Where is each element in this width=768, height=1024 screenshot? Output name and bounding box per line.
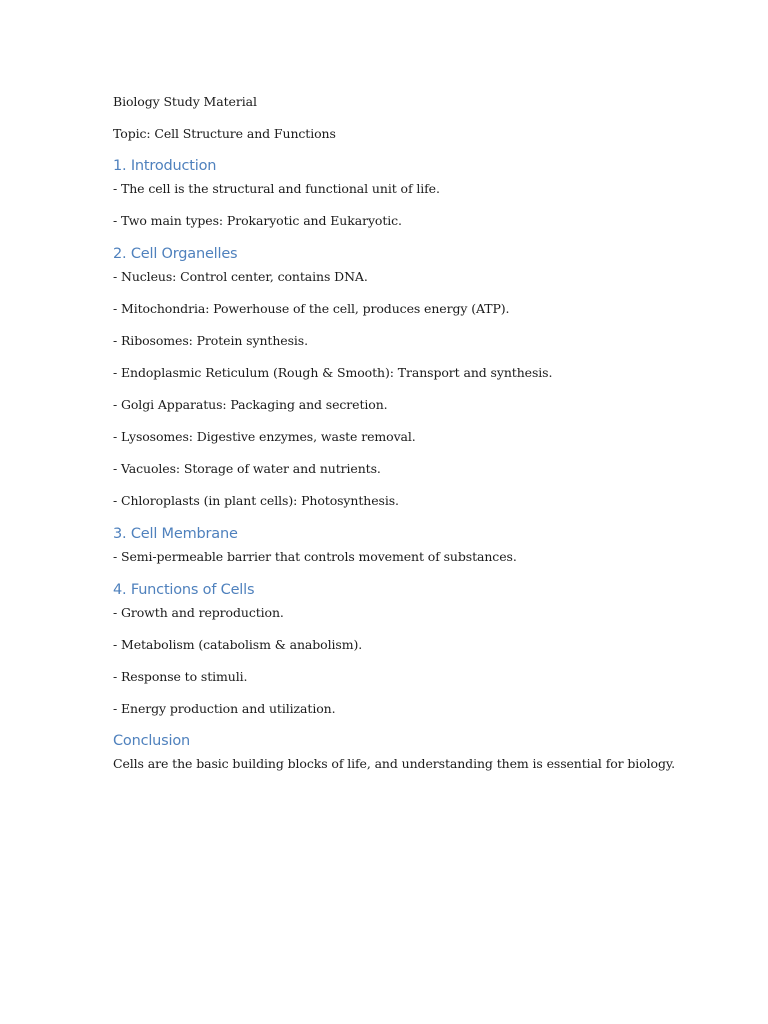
section-heading-functions-of-cells: 4. Functions of Cells — [113, 582, 255, 598]
paragraph: - Semi-permeable barrier that controls movement of substances. — [113, 549, 517, 564]
paragraph: - Two main types: Prokaryotic and Eukaryotic. — [113, 213, 402, 228]
paragraph: - Growth and reproduction. — [113, 605, 284, 620]
paragraph: - Chloroplasts (in plant cells): Photosynthesis. — [113, 493, 399, 508]
section-heading-introduction: 1. Introduction — [113, 158, 217, 174]
paragraph: - Energy production and utilization. — [113, 701, 336, 716]
section-heading-cell-organelles: 2. Cell Organelles — [113, 246, 238, 262]
paragraph: Cells are the basic building blocks of life, and understanding them is essential for biology. — [113, 756, 676, 771]
paragraph: - Nucleus: Control center, contains DNA. — [113, 269, 368, 284]
paragraph: - Response to stimuli. — [113, 669, 248, 684]
paragraph: - Ribosomes: Protein synthesis. — [113, 333, 308, 348]
paragraph: - Metabolism (catabolism & anabolism). — [113, 637, 363, 652]
paragraph: - Endoplasmic Reticulum (Rough & Smooth): Transport and synthesis. — [113, 365, 553, 380]
section-heading-cell-membrane: 3. Cell Membrane — [113, 526, 238, 542]
section-heading-conclusion: Conclusion — [113, 733, 191, 749]
paragraph: - Golgi Apparatus: Packaging and secretion. — [113, 397, 388, 412]
paragraph: - Vacuoles: Storage of water and nutrients. — [113, 461, 381, 476]
document-title: Biology Study Material — [113, 94, 257, 109]
paragraph: - Mitochondria: Powerhouse of the cell, produces energy (ATP). — [113, 301, 510, 316]
paragraph: - Lysosomes: Digestive enzymes, waste removal. — [113, 429, 416, 444]
paragraph: - The cell is the structural and functional unit of life. — [113, 181, 440, 196]
document-topic: Topic: Cell Structure and Functions — [113, 126, 336, 141]
